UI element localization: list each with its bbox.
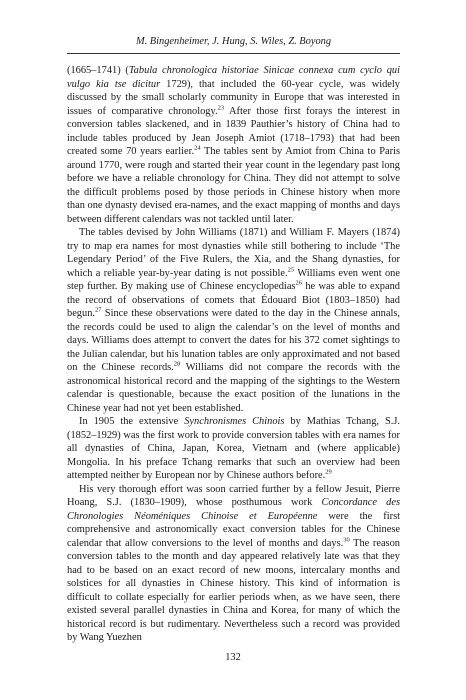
text-run: The tables devised by John Williams (1871) and William F. Mayers (1874) try to map era names for most dynasties while still bothering to include ‘The Legendary Period’ of the Five Rulers, the Xia, and the Shang dynasties, for which a reliable year-by-year dating is not possible. bbox=[67, 227, 400, 279]
running-head: M. Bingenheimer, J. Hung, S. Wiles, Z. Boyong bbox=[135, 36, 332, 47]
header-rule bbox=[67, 53, 400, 54]
text-run: by Mathias Tchang, S.J. (1852–1929) was the first work to provide conversion tables with era names for all dynasties of China, Japan, Korea, Vietnam and (where applicable) Mongolia. In his preface Tchang remarks that such an overview had been attempted neither by European nor by Chinese authors before. bbox=[67, 416, 400, 481]
paragraph bbox=[67, 415, 400, 483]
text-run: His very thorough effort was soon carried further by a fellow Jesuit, Pierre Hoang, S.J. (1830–1909), whose posthumous work bbox=[67, 483, 400, 508]
text-run: Williams even went one step further. By making use of Chinese encyclopedias bbox=[67, 267, 400, 292]
footnote-marker: 23 bbox=[217, 104, 225, 112]
text-run: The reason conversion tables to the month and day appeared relatively late was that they had to be based on an exact record of new moons, intercalary months and solstices for all dynasties in Chinese history. This kind of information is difficult to collate especially for earlier periods when, as we have seen, there existed several parallel dynasties in China and Korea, for many of which the historical record is but rudimentary. Nevertheless such a record was provided by Wang Yuezhen bbox=[67, 537, 400, 643]
footnote-marker: 27 bbox=[95, 306, 102, 314]
footnote-marker: 30 bbox=[343, 536, 350, 544]
footnote-marker: 28 bbox=[173, 360, 181, 368]
paragraph bbox=[67, 226, 400, 415]
text-run: 1729), that included the 60-year cycle, was widely discussed by the small scholarly community in Europe that was interested in issues of comparative chronology. bbox=[67, 78, 400, 117]
text-run: he was able to expand the record of observations of comets that Édouard Biot (1803–1850) had begun. bbox=[67, 281, 400, 319]
italic-title: Synchronismes Chinois bbox=[184, 416, 285, 427]
text-run: In 1905 the extensive bbox=[79, 416, 185, 427]
footnote-marker: 24 bbox=[194, 144, 201, 152]
footnote-marker: 29 bbox=[325, 468, 332, 476]
text-run: The tables sent by Amiot from China to Paris around 1770, were rough and started their year count in the legendary past long before we have a reliable chronology for China. They did not attempt to solve the difficult problems posed by those periods in Chinese history when more than one dynasty devised era-names, and the exact mapping of months and days between different calendars was not tackled until later. bbox=[67, 146, 400, 225]
text-run: Williams did not compare the records with the astronomical historical record and the mapping of the sightings to the Western calendar is questionable, because the exact position of the lunations in the Chinese year had not yet been established. bbox=[67, 362, 400, 414]
text-run: Since these observations were dated to the day in the Chinese annals, the records could be used to align the calendar’s on the level of months and days. Williams does attempt to convert the dates for his 372 comet sightings to the Julian calendar, but his lunation tables are only approximated and not based on the Chinese records. bbox=[67, 308, 400, 373]
italic-title: Concordance des Chronologies Néoméniques Chinoise et Européenne bbox=[67, 497, 401, 522]
text-run: were the first comprehensive and astronomically exact conversion tables for the Chinese calendar that allow conversions to the level of months and days. bbox=[67, 510, 400, 549]
italic-title: Tabula chronologica historiae Sinicae connexa cum cyclo qui vulgo kia tse dicitur bbox=[67, 65, 400, 90]
page-number: 132 bbox=[225, 652, 241, 663]
footnote-marker: 26 bbox=[295, 279, 302, 287]
footnote-marker: 25 bbox=[287, 266, 295, 274]
paragraph bbox=[67, 483, 400, 645]
text-run: (1665–1741) ( bbox=[67, 65, 129, 76]
paragraph bbox=[67, 64, 400, 226]
text-run: After those first forays the interest in conversion tables slackened, and in 1839 Pauthier’s history of China had to include tables produced by Jean Joseph Amiot (1718–1793) that had been created some 70 years earlier. bbox=[67, 105, 401, 157]
body-text bbox=[67, 64, 400, 645]
